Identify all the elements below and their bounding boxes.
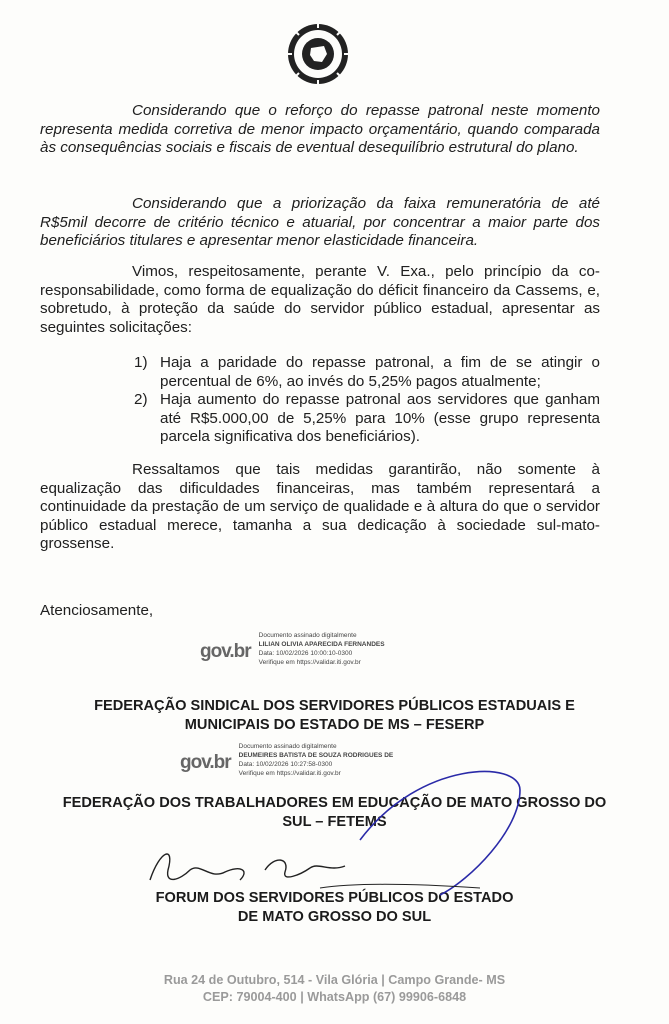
digital-signature-1: gov.br Documento assinado digitalmente LILIAN OLIVIA APARECIDA FERNANDES Data: 10/02/2026 10:00:10-0300 Verifique em https://validar.iti.gov.br (200, 632, 385, 666)
org-feserp: FEDERAÇÃO SINDICAL DOS SERVIDORES PÚBLICOS ESTADUAIS E MUNICIPAIS DO ESTADO DE MS – FESERP (94, 698, 575, 733)
digital-signature-2: gov.br Documento assinado digitalmente DEUMEIRES BATISTA DE SOUZA RODRIGUES DE Data: 10/02/2026 10:27:58-0300 Verifique em https://validar.iti.gov.br (180, 743, 394, 777)
paragraph-conclusion: Ressaltamos que tais medidas garantirão, não somente à equalização das dificuldades financeiras, mas também representará a continuidade da prestação de um serviço de qualidade e à altura do que o servidor público estadual merece, tamanha a sua dedicação à sociedade sul-mato-grossense. (40, 461, 600, 552)
list-item: 1) Haja a paridade do repasse patronal, a fim de se atingir o percentual de 6%, ao invés do 5,25% pagos atualmente; (134, 354, 600, 390)
org-fetems: FEDERAÇÃO DOS TRABALHADORES EM EDUCAÇÃO DE MATO GROSSO DO SUL – FETEMS (62, 795, 607, 830)
paragraph-considering-2: Considerando que a priorização da faixa remuneratória de até R$5mil decorre de critério técnico e atuarial, por concentrar a maior parte dos beneficiários titulares e apresentar menor elasticidade financeira. (40, 195, 600, 249)
govbr-logo: gov.br (180, 752, 231, 773)
organization-seal-logo (284, 20, 352, 88)
request-list (134, 354, 600, 447)
list-item: 2) Haja aumento do repasse patronal aos servidores que ganham até R$5.000,00 de 5,25% para 10% (esse grupo representa parcela significativa dos beneficiários). (134, 391, 600, 445)
closing-salutation: Atenciosamente, (40, 602, 154, 619)
footer-address: Rua 24 de Outubro, 514 - Vila Glória | Campo Grande- MS CEP: 79004-400 | WhatsApp (67) 99906-6848 (163, 973, 506, 1004)
signer-name: LILIAN OLIVIA APARECIDA FERNANDES (258, 641, 385, 648)
paragraph-request-intro: Vimos, respeitosamente, perante V. Exa., pelo princípio da co-responsabilidade, como forma de equalização do déficit financeiro da Cassems, e, sobretudo, à proteção da saúde do servidor público estadual, apresentar as seguintes solicitações: (40, 263, 600, 336)
paragraph-considering-1: Considerando que o reforço do repasse patronal neste momento representa medida corretiva de menor impacto orçamentário, quando comparada às consequências sociais e fiscais de eventual desequilíbrio estrutural do plano. (40, 102, 600, 156)
govbr-logo: gov.br (200, 641, 251, 662)
org-forum: FORUM DOS SERVIDORES PÚBLICOS DO ESTADO DE MATO GROSSO DO SUL (155, 890, 514, 925)
signer-name: DEUMEIRES BATISTA DE SOUZA RODRIGUES DE (238, 752, 394, 759)
